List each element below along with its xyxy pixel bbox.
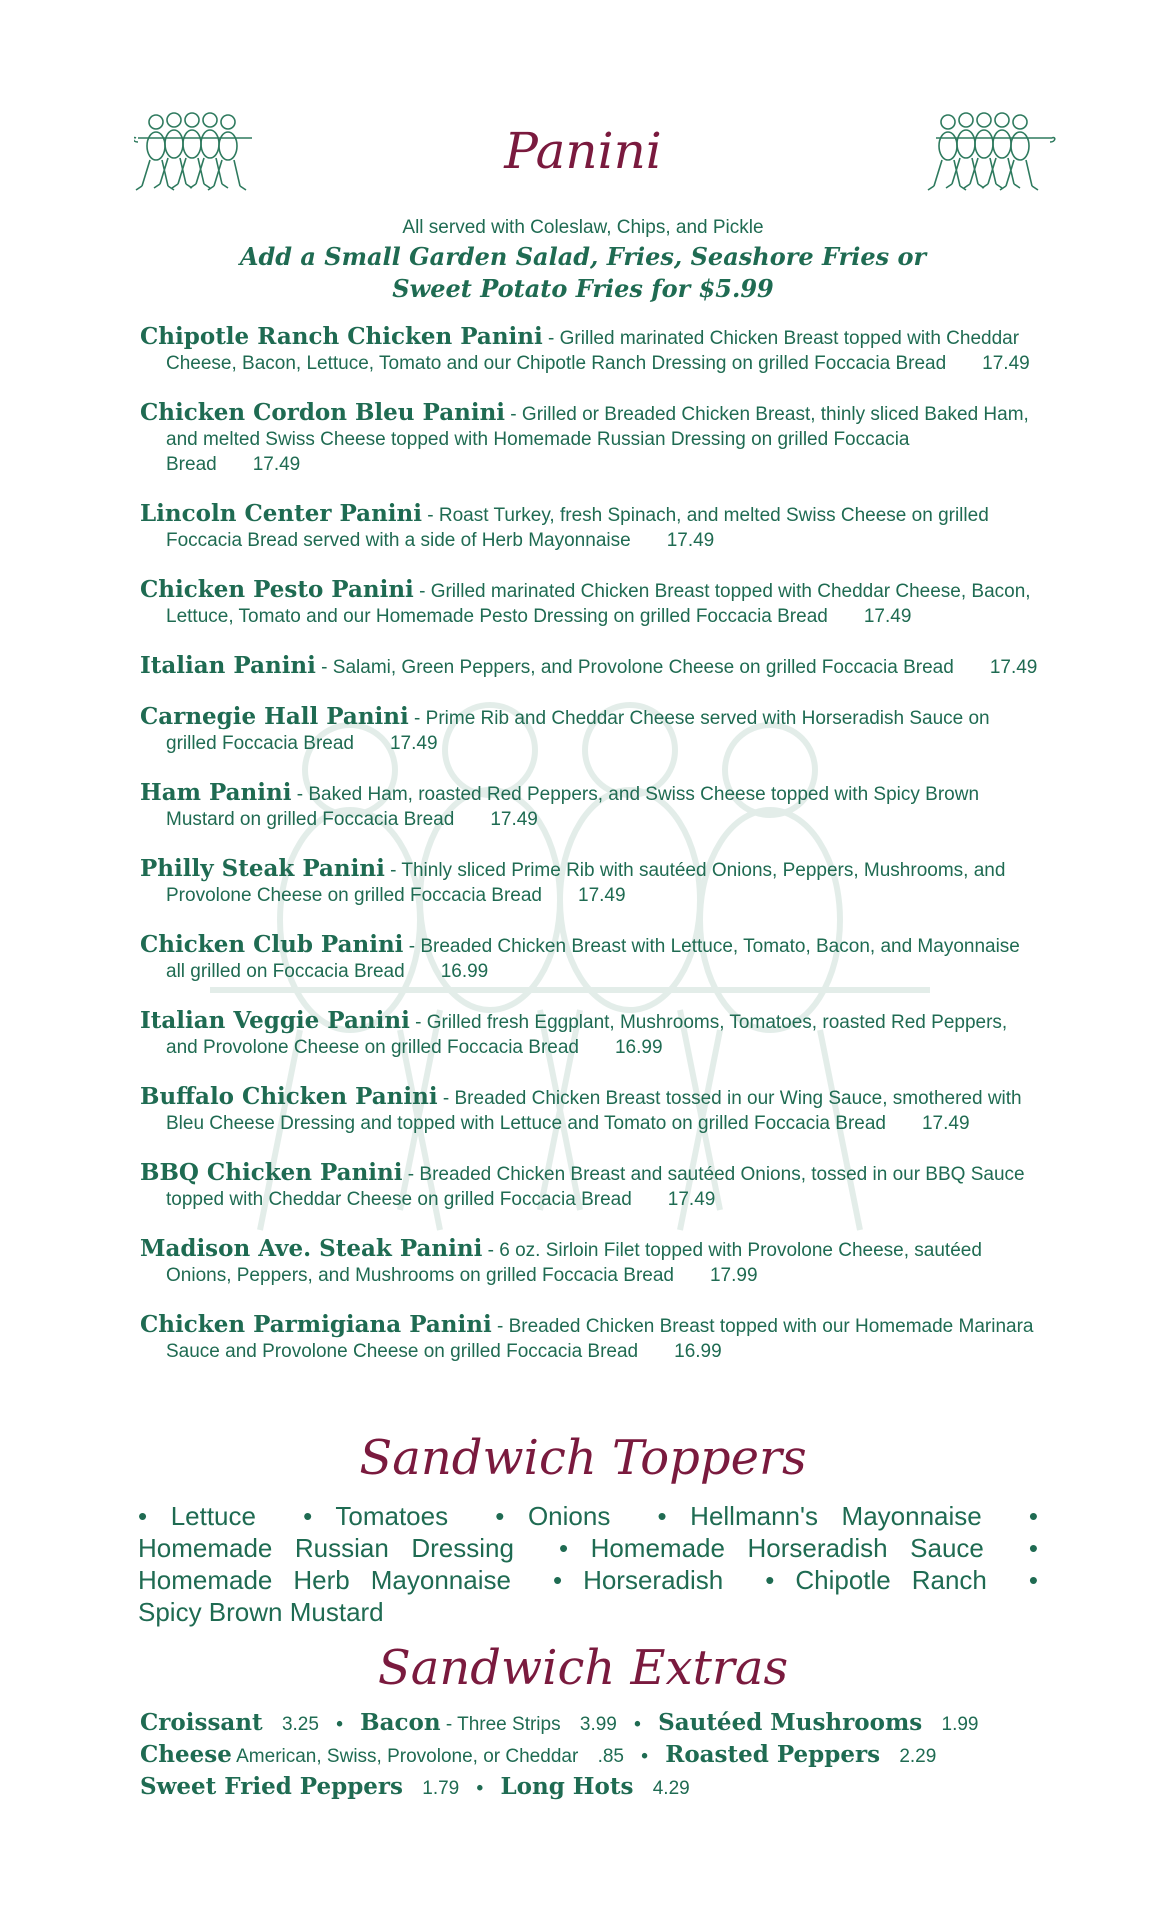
topper-item: Lettuce	[170, 1501, 256, 1531]
item-description: Grilled marinated Chicken Breast topped with Cheddar Cheese, Bacon, Lettuce, Tomato and our Chipotle Ranch Dressing on grilled Foccacia Bread	[166, 328, 1020, 374]
menu-item: Lincoln Center Panini - Roast Turkey, fresh Spinach, and melted Swiss Cheese on grilled Foccacia Bread served with a side of Herb Mayonnaise 17.49	[140, 500, 989, 551]
served-with-note: All served with Coleslaw, Chips, and Pickle	[402, 217, 764, 238]
extra-name: Sweet Fried Peppers	[140, 1773, 403, 1800]
extra-name: Croissant	[140, 1709, 263, 1736]
item-description: Breaded Chicken Breast and sautéed Onions, tossed in our BBQ Sauce topped with Cheddar Cheese on grilled Foccacia Bread	[166, 1164, 1025, 1210]
menu-item: Madison Ave. Steak Panini - 6 oz. Sirloin Filet topped with Provolone Cheese, sautéed Onions, Peppers, and Mushrooms on grilled Foccacia Bread 17.99	[140, 1235, 982, 1286]
extra-name: Roasted Peppers	[665, 1741, 881, 1768]
extras-line: Croissant 3.25 • Bacon - Three Strips 3.99 • Sautéed Mushrooms 1.99	[140, 1709, 979, 1736]
addon-offer-line-2: Sweet Potato Fries for $5.99	[392, 274, 774, 303]
menu-item: Chipotle Ranch Chicken Panini - Grilled marinated Chicken Breast topped with Cheddar Cheese, Bacon, Lettuce, Tomato and our Chipotle Ranch Dressing on grilled Foccacia Bread 17.49	[140, 323, 1030, 374]
extra-note: American, Swiss, Provolone, or Cheddar	[236, 1746, 579, 1767]
item-price: 17.49	[863, 606, 912, 627]
extra-note: - Three Strips	[445, 1714, 561, 1735]
extra-name: Cheese	[140, 1741, 232, 1768]
item-name: Buffalo Chicken Panini	[140, 1083, 438, 1110]
topper-item: Tomatoes	[335, 1501, 449, 1531]
item-description: Breaded Chicken Breast topped with our Homemade Marinara Sauce and Provolone Cheese on grilled Foccacia Bread	[166, 1316, 1034, 1362]
extras-line: Sweet Fried Peppers 1.79 • Long Hots 4.29	[140, 1773, 690, 1800]
toppers-title: Sandwich Toppers	[359, 1430, 807, 1486]
item-price: 17.49	[666, 530, 715, 551]
item-price: 17.49	[389, 733, 438, 754]
item-price: 17.49	[490, 809, 538, 830]
item-description: Grilled marinated Chicken Breast topped with Cheddar Cheese, Bacon, Lettuce, Tomato and our Homemade Pesto Dressing on grilled Foccacia Bread	[166, 581, 1031, 627]
intro-block	[0, 215, 1166, 305]
item-price: 17.49	[921, 1113, 970, 1134]
topper-item: Spicy Brown Mustard	[138, 1597, 384, 1627]
item-name: Lincoln Center Panini	[140, 500, 422, 527]
menu-item: Carnegie Hall Panini - Prime Rib and Cheddar Cheese served with Horseradish Sauce on grilled Foccacia Bread 17.49	[140, 703, 990, 754]
item-price: 17.49	[252, 454, 301, 475]
extra-price: 4.29	[652, 1778, 690, 1799]
menu-item: BBQ Chicken Panini - Breaded Chicken Breast and sautéed Onions, tossed in our BBQ Sauce topped with Cheddar Cheese on grilled Foccacia Bread 17.49	[140, 1159, 1025, 1210]
extra-price: .85	[597, 1746, 624, 1767]
menu-item: Chicken Parmigiana Panini - Breaded Chicken Breast topped with our Homemade Marinara Sauce and Provolone Cheese on grilled Foccacia Bread 16.99	[140, 1311, 1034, 1362]
item-description: Roast Turkey, fresh Spinach, and melted Swiss Cheese on grilled Foccacia Bread served with a side of Herb Mayonnaise	[166, 505, 989, 551]
panini-list	[140, 324, 1040, 1388]
item-description: Thinly sliced Prime Rib with sautéed Onions, Peppers, Mushrooms, and Provolone Cheese on grilled Foccacia Bread	[166, 860, 1006, 906]
menu-item: Chicken Pesto Panini - Grilled marinated Chicken Breast topped with Cheddar Cheese, Bacon, Lettuce, Tomato and our Homemade Pesto Dressing on grilled Foccacia Bread 17.49	[140, 576, 1031, 627]
item-description: Breaded Chicken Breast tossed in our Wing Sauce, smothered with Bleu Cheese Dressing and topped with Lettuce and Tomato on grilled Foccacia Bread	[166, 1088, 1022, 1134]
extras-list	[140, 1708, 1040, 1804]
toppers-list: • Lettuce • Tomatoes • Onions • Hellmann's Mayonnaise • Homemade Russian Dressing • Homemade Horseradish Sauce • Homemade Herb Mayonnaise • Horseradish • Chipotle Ranch • Spicy Brown Mustard	[138, 1501, 1039, 1627]
extra-price: 3.25	[281, 1714, 319, 1735]
extra-price: 2.29	[899, 1746, 937, 1767]
extra-price: 3.99	[579, 1714, 617, 1735]
item-description: Salami, Green Peppers, and Provolone Cheese on grilled Foccacia Bread	[332, 657, 954, 678]
extras-title: Sandwich Extras	[377, 1640, 789, 1696]
item-name: Chicken Parmigiana Panini	[140, 1311, 492, 1338]
extra-name: Bacon	[360, 1709, 441, 1736]
item-price: 17.99	[709, 1265, 758, 1286]
menu-item: Philly Steak Panini - Thinly sliced Prime Rib with sautéed Onions, Peppers, Mushrooms, and Provolone Cheese on grilled Foccacia Bread 17.49	[140, 855, 1006, 906]
item-name: Chipotle Ranch Chicken Panini	[140, 323, 543, 350]
item-price: 17.49	[578, 885, 626, 906]
item-name: Ham Panini	[140, 779, 292, 806]
menu-item: Chicken Club Panini - Breaded Chicken Breast with Lettuce, Tomato, Bacon, and Mayonnaise all grilled on Foccacia Bread 16.99	[140, 931, 1020, 982]
page-title: Panini	[504, 122, 662, 180]
item-name: BBQ Chicken Panini	[140, 1159, 403, 1186]
item-name: Chicken Pesto Panini	[140, 576, 414, 603]
extra-price: 1.99	[941, 1714, 979, 1735]
item-name: Italian Veggie Panini	[140, 1007, 410, 1034]
extras-line: Cheese American, Swiss, Provolone, or Cheddar .85 • Roasted Peppers 2.29	[140, 1741, 937, 1768]
extra-name: Sautéed Mushrooms	[658, 1709, 923, 1736]
topper-item: Chipotle Ranch	[795, 1565, 987, 1595]
menu-item: Italian Panini - Salami, Green Peppers, and Provolone Cheese on grilled Foccacia Bread 17.49	[140, 652, 1038, 679]
item-price: 16.99	[614, 1037, 663, 1058]
item-description: 6 oz. Sirloin Filet topped with Provolone Cheese, sautéed Onions, Peppers, and Mushrooms on grilled Foccacia Bread	[166, 1240, 982, 1286]
item-description: Breaded Chicken Breast with Lettuce, Tomato, Bacon, and Mayonnaise all grilled on Foccacia Bread	[166, 936, 1020, 982]
item-name: Chicken Cordon Bleu Panini	[140, 399, 506, 426]
menu-item: Buffalo Chicken Panini - Breaded Chicken Breast tossed in our Wing Sauce, smothered with Bleu Cheese Dressing and topped with Lettuce and Tomato on grilled Foccacia Bread 17.49	[140, 1083, 1022, 1134]
topper-item: Hellmann's Mayonnaise	[690, 1501, 982, 1531]
item-price: 17.49	[989, 657, 1038, 678]
item-description: Baked Ham, roasted Red Peppers, and Swiss Cheese topped with Spicy Brown Mustard on grilled Foccacia Bread	[166, 784, 980, 830]
menu-item: Italian Veggie Panini - Grilled fresh Eggplant, Mushrooms, Tomatoes, roasted Red Peppers, and Provolone Cheese on grilled Foccacia Bread 16.99	[140, 1007, 1008, 1058]
item-name: Chicken Club Panini	[140, 931, 404, 958]
item-name: Philly Steak Panini	[140, 855, 385, 882]
item-price: 17.49	[982, 353, 1030, 374]
extra-price: 1.79	[422, 1778, 460, 1799]
topper-item: Onions	[527, 1501, 611, 1531]
addon-offer-line-1: Add a Small Garden Salad, Fries, Seashore Fries or	[239, 242, 927, 271]
topper-item: Homemade Horseradish Sauce	[590, 1533, 984, 1563]
item-name: Carnegie Hall Panini	[140, 703, 409, 730]
topper-item: Horseradish	[583, 1565, 724, 1595]
topper-item: Homemade Herb Mayonnaise	[138, 1565, 511, 1595]
item-name: Italian Panini	[140, 652, 316, 679]
item-description: Grilled or Breaded Chicken Breast, thinly sliced Baked Ham, and melted Swiss Cheese topped with Homemade Russian Dressing on grilled Foccacia Bread	[166, 404, 1029, 475]
item-description: Prime Rib and Cheddar Cheese served with Horseradish Sauce on grilled Foccacia Bread	[166, 708, 990, 754]
item-price: 16.99	[674, 1341, 722, 1362]
item-name: Madison Ave. Steak Panini	[140, 1235, 483, 1262]
item-description: Grilled fresh Eggplant, Mushrooms, Tomatoes, roasted Red Peppers, and Provolone Cheese on grilled Foccacia Bread	[166, 1012, 1008, 1058]
menu-item: Ham Panini - Baked Ham, roasted Red Peppers, and Swiss Cheese topped with Spicy Brown Mustard on grilled Foccacia Bread 17.49	[140, 779, 980, 830]
item-price: 17.49	[667, 1189, 716, 1210]
menu-item: Chicken Cordon Bleu Panini - Grilled or Breaded Chicken Breast, thinly sliced Baked Ham, and melted Swiss Cheese topped with Homemade Russian Dressing on grilled Foccacia Bread 17.49	[140, 399, 1029, 475]
topper-item: Homemade Russian Dressing	[138, 1533, 514, 1563]
item-price: 16.99	[440, 961, 489, 982]
extra-name: Long Hots	[500, 1773, 634, 1800]
